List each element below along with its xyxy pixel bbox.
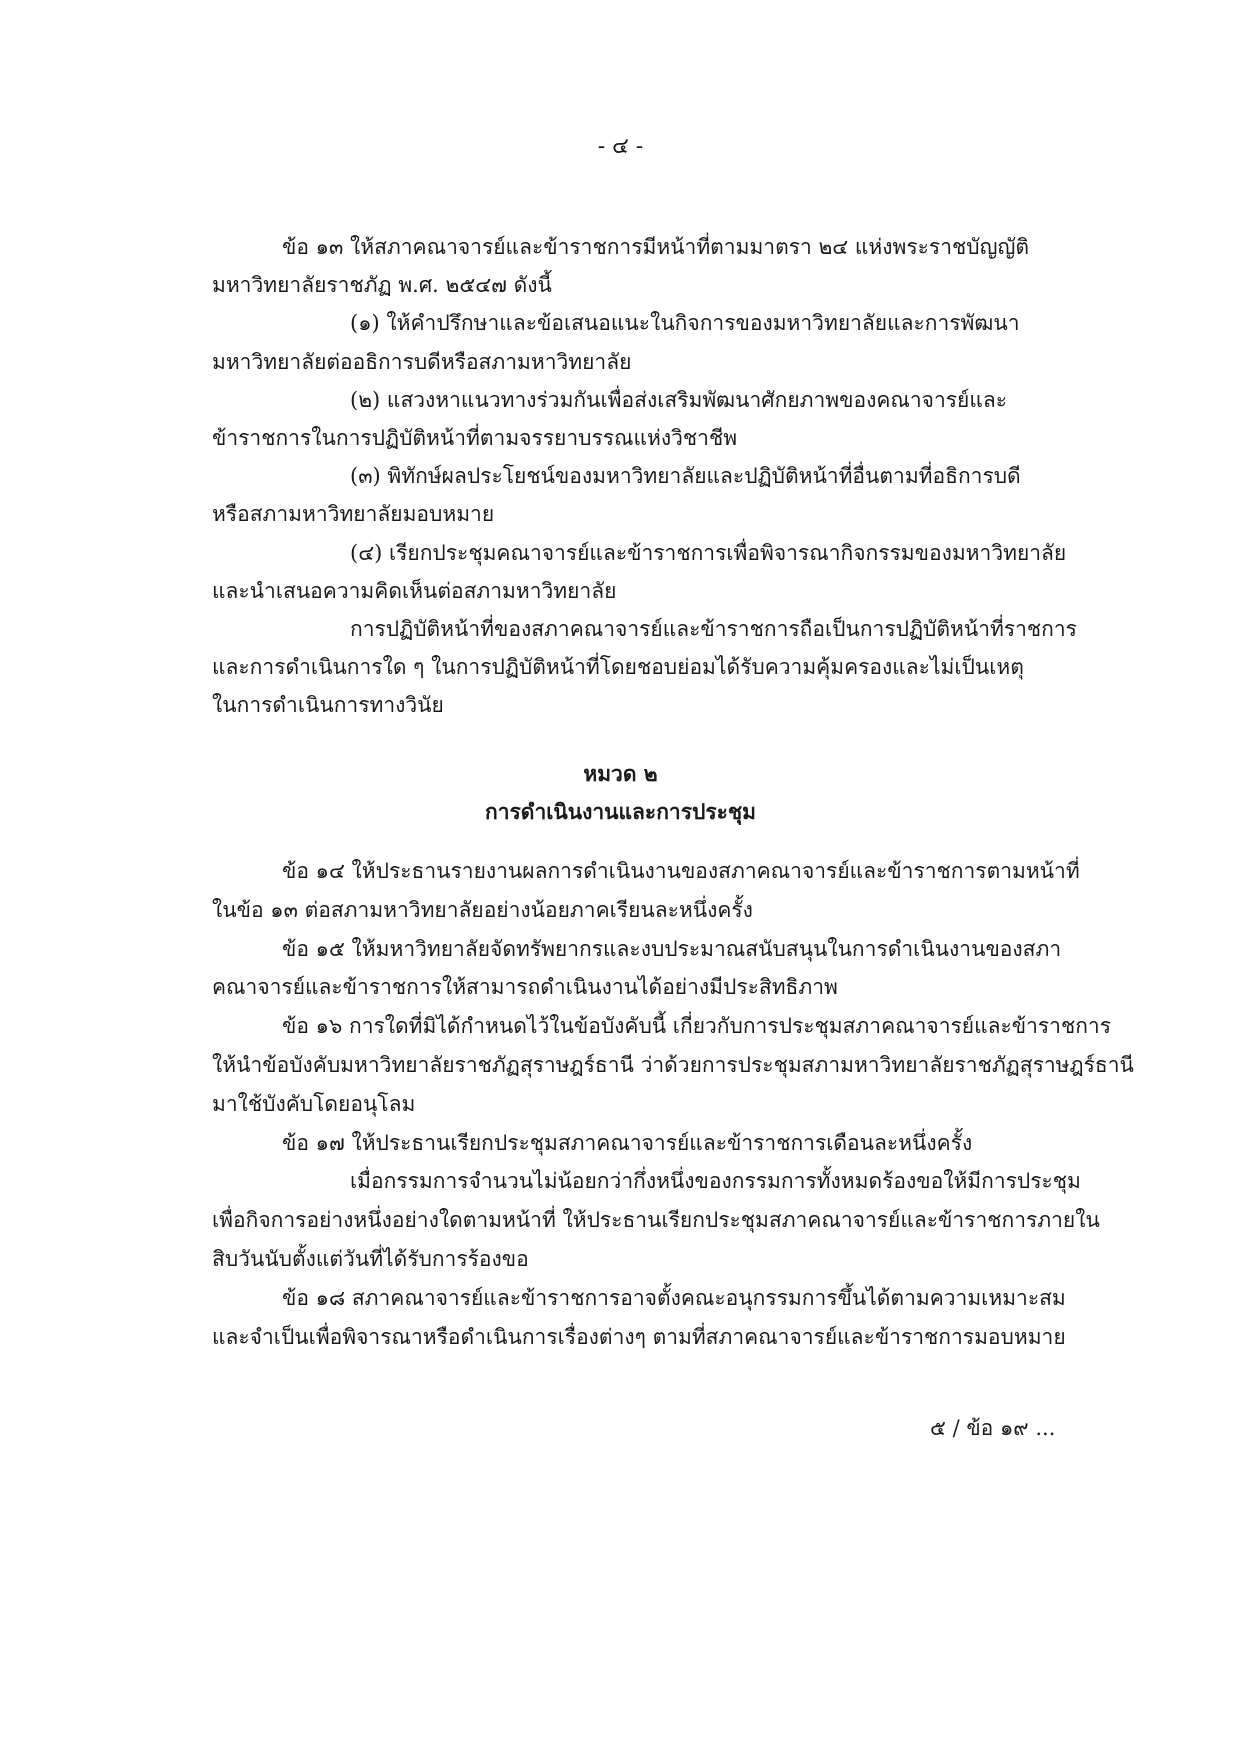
paragraph-line: (๔) เรียกประชุมคณาจารย์และข้าราชการเพื่อพิจารณากิจกรรมของมหาวิทยาลัย: [350, 540, 1067, 565]
page-number: - ๔ -: [597, 134, 644, 159]
paragraph-line: ข้าราชการในการปฏิบัติหน้าที่ตามจรรยาบรรณแห่งวิชาชีพ: [212, 426, 738, 451]
paragraph-line: มหาวิทยาลัยราชภัฏ พ.ศ. ๒๕๔๗ ดังนี้: [212, 273, 552, 298]
paragraph-line: คณาจารย์และข้าราชการให้สามารถดำเนินงานได้อย่างมีประสิทธิภาพ: [212, 975, 838, 1000]
paragraph-line: ข้อ ๑๔ ให้ประธานรายงานผลการดำเนินงานของสภาคณาจารย์และข้าราชการตามหน้าที่: [282, 859, 1080, 883]
paragraph-line: (๑) ให้คำปรึกษาและข้อเสนอแนะในกิจการของมหาวิทยาลัยและการพัฒนา: [350, 311, 1020, 336]
paragraph-line: ข้อ ๑๕ ให้มหาวิทยาลัยจัดทรัพยากรและงบประมาณสนับสนุนในการดำเนินงานของสภา: [282, 936, 1062, 961]
paragraph-line: ให้นำข้อบังคับมหาวิทยาลัยราชภัฏสุราษฎร์ธานี ว่าด้วยการประชุมสภามหาวิทยาลัยราชภัฏสุราษฎร์ธานี: [212, 1052, 1134, 1077]
paragraph-line: สิบวันนับตั้งแต่วันที่ได้รับการร้องขอ: [212, 1246, 529, 1271]
section-operations: [212, 852, 1134, 1356]
paragraph-line: และการดำเนินการใด ๆ ในการปฏิบัติหน้าที่โดยชอบย่อมได้รับความคุ้มครองและไม่เป็นเหตุ: [212, 655, 1024, 680]
paragraph-line: (๓) พิทักษ์ผลประโยชน์ของมหาวิทยาลัยและปฏิบัติหน้าที่อื่นตามที่อธิการบดี: [350, 464, 1021, 489]
paragraph-line: ข้อ ๑๖ การใดที่มิได้กำหนดไว้ในข้อบังคับนี้ เกี่ยวกับการประชุมสภาคณาจารย์และข้าราชการ: [282, 1014, 1112, 1039]
paragraph-line: (๒) แสวงหาแนวทางร่วมกันเพื่อส่งเสริมพัฒนาศักยภาพของคณาจารย์และ: [350, 387, 1008, 412]
paragraph-line: การปฏิบัติหน้าที่ของสภาคณาจารย์และข้าราชการถือเป็นการปฏิบัติหน้าที่ราชการ: [350, 617, 1077, 642]
paragraph-line: ข้อ ๑๗ ให้ประธานเรียกประชุมสภาคณาจารย์และข้าราชการเดือนละหนึ่งครั้ง: [282, 1130, 973, 1155]
paragraph-line: ในการดำเนินการทางวินัย: [212, 693, 444, 718]
paragraph-line: เมื่อกรรมการจำนวนไม่น้อยกว่ากึ่งหนึ่งของกรรมการทั้งหมดร้องขอให้มีการประชุม: [350, 1169, 1081, 1194]
paragraph-line: ข้อ ๑๘ สภาคณาจารย์และข้าราชการอาจตั้งคณะอนุกรรมการขึ้นได้ตามความเหมาะสม: [282, 1285, 1066, 1310]
paragraph-line: และจำเป็นเพื่อพิจารณาหรือดำเนินการเรื่องต่างๆ ตามที่สภาคณาจารย์และข้าราชการมอบหมาย: [212, 1324, 1066, 1349]
paragraph-line: เพื่อกิจการอย่างหนึ่งอย่างใดตามหน้าที่ ให้ประธานเรียกประชุมสภาคณาจารย์และข้าราชการภายใน: [212, 1208, 1100, 1233]
paragraph-line: มหาวิทยาลัยต่ออธิการบดีหรือสภามหาวิทยาลัย: [212, 349, 632, 374]
section-duties: [212, 228, 1092, 725]
chapter-number: หมวด ๒: [583, 761, 658, 786]
paragraph-line: และนำเสนอความคิดเห็นต่อสภามหาวิทยาลัย: [212, 578, 617, 603]
paragraph-line: หรือสภามหาวิทยาลัยมอบหมาย: [212, 502, 495, 527]
next-page-reference: ๕ / ข้อ ๑๙ ...: [930, 1416, 1056, 1440]
paragraph-line: ข้อ ๑๓ ให้สภาคณาจารย์และข้าราชการมีหน้าที่ตามมาตรา ๒๔ แห่งพระราชบัญญัติ: [282, 235, 1029, 259]
paragraph-line: ในข้อ ๑๓ ต่อสภามหาวิทยาลัยอย่างน้อยภาคเรียนละหนึ่งครั้ง: [212, 897, 753, 922]
chapter-title: การดำเนินงานและการประชุม: [485, 799, 756, 824]
paragraph-line: มาใช้บังคับโดยอนุโลม: [212, 1091, 416, 1116]
